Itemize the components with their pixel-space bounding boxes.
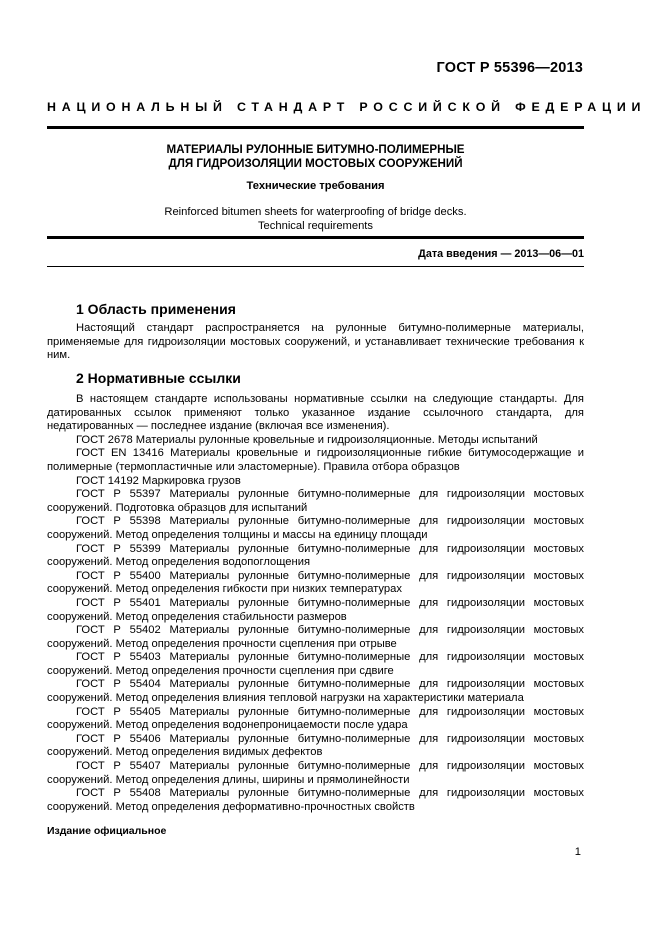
- section-2-intro: В настоящем стандарте использованы нормативные ссылки на следующие стандарты. Для датированных ссылок применяют только указанное издание ссылочного стандарта, для недатированных — последнее издание (включая все изменения).: [47, 393, 584, 433]
- section-1-text: Настоящий стандарт распространяется на рулонные битумно-полимерные материалы, применяемые для гидроизоляции мостовых сооружений, и устанавливает технические требования к ним.: [47, 322, 584, 362]
- section-2-heading: 2 Нормативные ссылки: [76, 370, 241, 386]
- reference-item: ГОСТ Р 55398 Материалы рулонные битумно-полимерные для гидроизоляции мостовых сооружений. Метод определения толщины и массы на единицу площади: [47, 515, 584, 541]
- national-standard-banner: НАЦИОНАЛЬНЫЙ СТАНДАРТ РОССИЙСКОЙ ФЕДЕРАЦИИ: [47, 100, 647, 114]
- reference-item: ГОСТ Р 55404 Материалы рулонные битумно-полимерные для гидроизоляции мостовых сооружений. Метод определения влияния тепловой нагрузки на характеристики материала: [47, 678, 584, 705]
- reference-item: ГОСТ Р 55408 Материалы рулонные битумно-полимерные для гидроизоляции мостовых сооружений. Метод определения деформативно-прочностных свойств: [47, 787, 584, 813]
- title-line-2: ДЛЯ ГИДРОИЗОЛЯЦИИ МОСТОВЫХ СООРУЖЕНИЙ: [168, 157, 463, 170]
- title-divider: [47, 236, 584, 239]
- section-1-heading: 1 Область применения: [76, 301, 236, 317]
- english-title-line-2: Technical requirements: [257, 220, 374, 232]
- reference-item: ГОСТ Р 55399 Материалы рулонные битумно-полимерные для гидроизоляции мостовых сооружений. Метод определения водопоглощения: [47, 542, 584, 569]
- reference-item: ГОСТ Р 55403 Материалы рулонные битумно-полимерные для гидроизоляции мостовых сооружений. Метод определения прочности сцепления при сдвиге: [47, 651, 584, 677]
- normative-references: [47, 393, 584, 814]
- reference-item: ГОСТ Р 55402 Материалы рулонные битумно-полимерные для гидроизоляции мостовых сооружений. Метод определения прочности сцепления при отрыве: [47, 624, 584, 650]
- title-line-1: МАТЕРИАЛЫ РУЛОННЫЕ БИТУМНО-ПОЛИМЕРНЫЕ: [166, 143, 465, 156]
- document-title: [47, 143, 584, 171]
- english-title: [47, 205, 584, 233]
- reference-item: ГОСТ Р 55401 Материалы рулонные битумно-полимерные для гидроизоляции мостовых сооружений. Метод определения стабильности размеров: [47, 596, 584, 623]
- reference-item: ГОСТ Р 55397 Материалы рулонные битумно-полимерные для гидроизоляции мостовых сооружений. Подготовка образцов для испытаний: [47, 488, 584, 514]
- date-divider: [47, 266, 584, 267]
- official-edition-label: Издание официальное: [47, 825, 167, 837]
- introduction-date: Дата введения — 2013—06—01: [418, 248, 584, 260]
- reference-item: ГОСТ 14192 Маркировка грузов: [76, 474, 241, 487]
- reference-item: ГОСТ Р 55406 Материалы рулонные битумно-полимерные для гидроизоляции мостовых сооружений. Метод определения видимых дефектов: [47, 732, 584, 759]
- reference-item: ГОСТ Р 55405 Материалы рулонные битумно-полимерные для гидроизоляции мостовых сооружений. Метод определения водонепроницаемости после удара: [47, 705, 584, 732]
- english-title-line-1: Reinforced bitumen sheets for waterproofing of bridge decks.: [164, 206, 467, 218]
- document-subtitle: Технические требования: [246, 180, 385, 192]
- reference-item: ГОСТ Р 55400 Материалы рулонные битумно-полимерные для гидроизоляции мостовых сооружений. Метод определения гибкости при низких температурах: [47, 569, 584, 596]
- reference-item: ГОСТ EN 13416 Материалы кровельные и гидроизоляционные гибкие битумосодержащие и полимерные (термопластичные или эластомерные). Правила отбора образцов: [47, 447, 584, 473]
- reference-item: ГОСТ Р 55407 Материалы рулонные битумно-полимерные для гидроизоляции мостовых сооружений. Метод определения длины, ширины и прямолинейности: [47, 760, 584, 786]
- reference-item: ГОСТ 2678 Материалы рулонные кровельные и гидроизоляционные. Методы испытаний: [76, 433, 538, 446]
- document-number: ГОСТ Р 55396—2013: [436, 60, 583, 76]
- header-divider: [47, 126, 584, 129]
- page-number: 1: [574, 846, 581, 858]
